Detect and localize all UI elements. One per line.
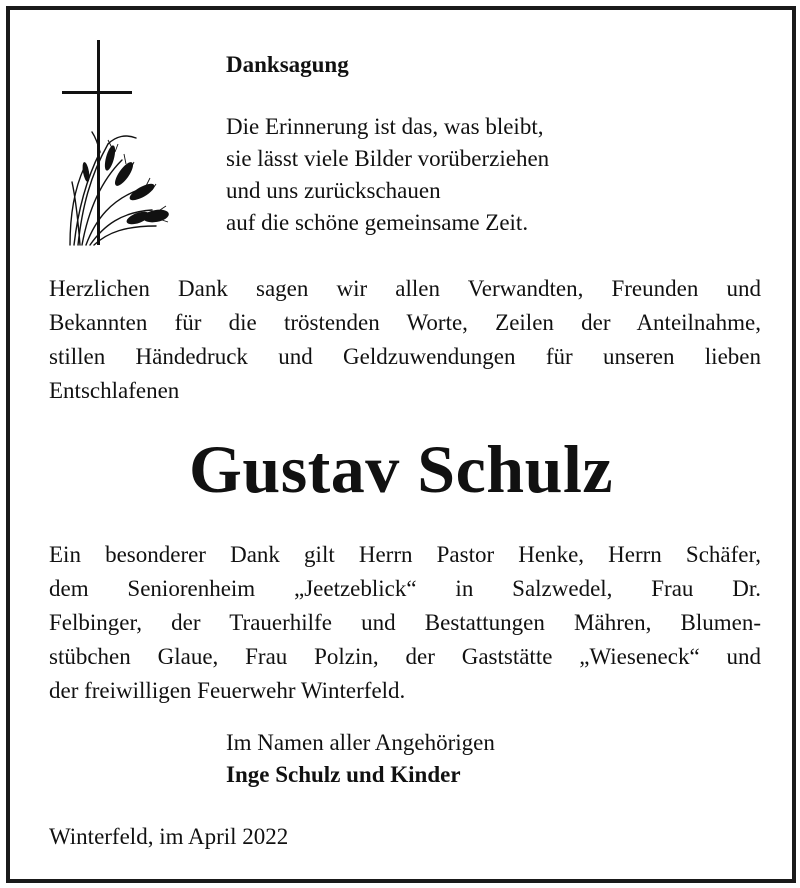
signature-intro: Im Namen aller Angehörigen (226, 730, 495, 755)
paragraph-line: dem Seniorenheim „Jeetzeblick“ in Salzwedel, Frau Dr. (49, 576, 761, 601)
paragraph-line: Ein besonderer Dank gilt Herrn Pastor Henke, Herrn Schäfer, (49, 542, 761, 567)
paragraph-line: Bekannten für die tröstenden Worte, Zeilen der Anteilnahme, (49, 310, 761, 335)
paragraph-line: stübchen Glaue, Frau Polzin, der Gaststätte „Wieseneck“ und (49, 644, 761, 669)
deceased-name: Gustav Schulz (188, 431, 614, 507)
obituary-notice (6, 6, 796, 883)
place-date: Winterfeld, im April 2022 (49, 824, 289, 849)
paragraph-line: Entschlafenen (49, 378, 180, 403)
paragraph-line: Felbinger, der Trauerhilfe und Bestattungen Mähren, Blumen- (49, 610, 761, 635)
poem-line: auf die schöne gemeinsame Zeit. (226, 210, 529, 235)
notice-heading: Danksagung (226, 52, 349, 77)
paragraph-line: stillen Händedruck und Geldzuwendungen für unseren lieben (49, 344, 761, 369)
special-thanks-paragraph (49, 538, 761, 708)
memorial-poem (226, 111, 549, 239)
signature-names: Inge Schulz und Kinder (226, 762, 461, 787)
poem-line: sie lässt viele Bilder vorüberziehen (226, 146, 550, 171)
paragraph-line: der freiwilligen Feuerwehr Winterfeld. (49, 678, 406, 703)
poem-line: und uns zurückschauen (226, 178, 441, 203)
poem-line: Die Erinnerung ist das, was bleibt, (226, 114, 544, 139)
cross-with-grass-icon (60, 40, 170, 255)
thanks-paragraph (49, 272, 761, 408)
paragraph-line: Herzlichen Dank sagen wir allen Verwandten, Freunden und (49, 276, 761, 301)
